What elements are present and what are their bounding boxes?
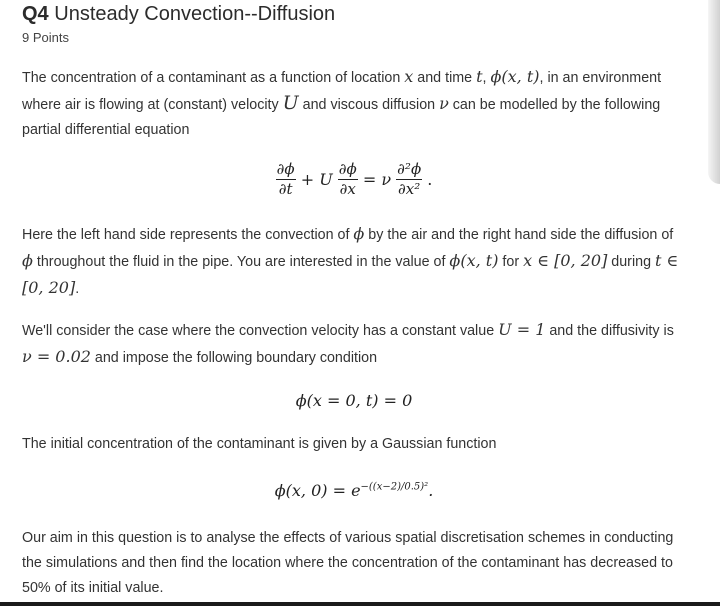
para-text: We'll consider the case where the convection velocity has a constant value <box>22 323 499 339</box>
intro-text: , in an environment where air is flowing at (constant) velocity <box>22 70 662 113</box>
para-text: for <box>498 254 524 270</box>
equals-nu: = ν <box>362 170 392 189</box>
numerator: ∂ϕ <box>276 160 295 178</box>
math-x-range: x ∈ [0, 20] <box>523 251 608 270</box>
page-edge-shadow <box>708 0 720 184</box>
intro-text: , <box>482 70 491 86</box>
period: . <box>428 481 434 500</box>
description-paragraph <box>22 221 687 302</box>
intro-text: The concentration of a contaminant as a function of location <box>22 70 405 86</box>
question-title-text: Unsteady Convection--Diffusion <box>54 3 336 25</box>
math-phi: ϕ <box>353 224 365 243</box>
para-text: Here the left hand side represents the convection of <box>22 227 354 243</box>
numerator: ∂ϕ <box>338 160 357 178</box>
para-text: and impose the following boundary condition <box>90 350 378 366</box>
initial-condition-equation <box>0 481 708 500</box>
dphi-dx-fraction <box>338 160 358 199</box>
math-phi: ϕ <box>22 251 33 270</box>
boundary-condition: ϕ(x = 0, t) = 0 <box>295 391 413 410</box>
math-x: x <box>404 67 414 86</box>
para-text: . <box>75 281 80 297</box>
bottom-border <box>0 602 720 606</box>
denominator: ∂x² <box>398 180 421 198</box>
intro-paragraph <box>22 64 687 143</box>
plus-U: + U <box>300 170 333 189</box>
aim-paragraph: Our aim in this question is to analyse the effects of various spatial discretisation schemes in conducting the simulations and then find the location where the concentration of the contaminant has decreased to 50% of its initial value. <box>22 530 674 596</box>
para-text: during <box>607 254 655 270</box>
parameters-paragraph <box>22 317 687 371</box>
math-t-range: t ∈ [0, 20] <box>22 251 679 297</box>
initial-condition-paragraph: The initial concentration of the contaminant is given by a Gaussian function <box>22 436 497 452</box>
math-U-value: U = 1 <box>498 320 546 339</box>
math-t: t <box>476 67 483 86</box>
intro-text: and viscous diffusion <box>298 97 440 113</box>
intro-text: and time <box>413 70 477 86</box>
pde-equation <box>0 160 708 212</box>
intro-text: can be modelled by the following partial differential equation <box>22 97 661 138</box>
para-text: and the diffusivity is <box>545 323 674 339</box>
ic-exponent: −((x−2)/0.5)² <box>360 481 429 493</box>
para-text: throughout the fluid in the pipe. You are interested in the value of <box>32 254 450 270</box>
dphi-dt-fraction <box>276 160 296 199</box>
d2phi-dx2-fraction <box>396 160 422 199</box>
denominator: ∂x <box>339 180 356 198</box>
numerator: ∂²ϕ <box>397 160 422 178</box>
question-number: Q4 <box>22 3 49 25</box>
ic-lhs: ϕ(x, 0) = e <box>274 481 361 500</box>
points-label: 9 Points <box>22 30 69 45</box>
question-title <box>22 3 335 26</box>
math-U: U <box>282 92 299 114</box>
math-nu-value: ν = 0.02 <box>22 347 91 366</box>
denominator: ∂t <box>278 180 293 198</box>
math-nu: ν <box>439 94 449 113</box>
math-phi-xt: ϕ(x, t) <box>449 251 499 270</box>
para-text: by the air and the right hand side the diffusion of <box>364 227 674 243</box>
math-phi-xt: ϕ(x, t) <box>490 67 540 86</box>
period: . <box>427 170 433 189</box>
